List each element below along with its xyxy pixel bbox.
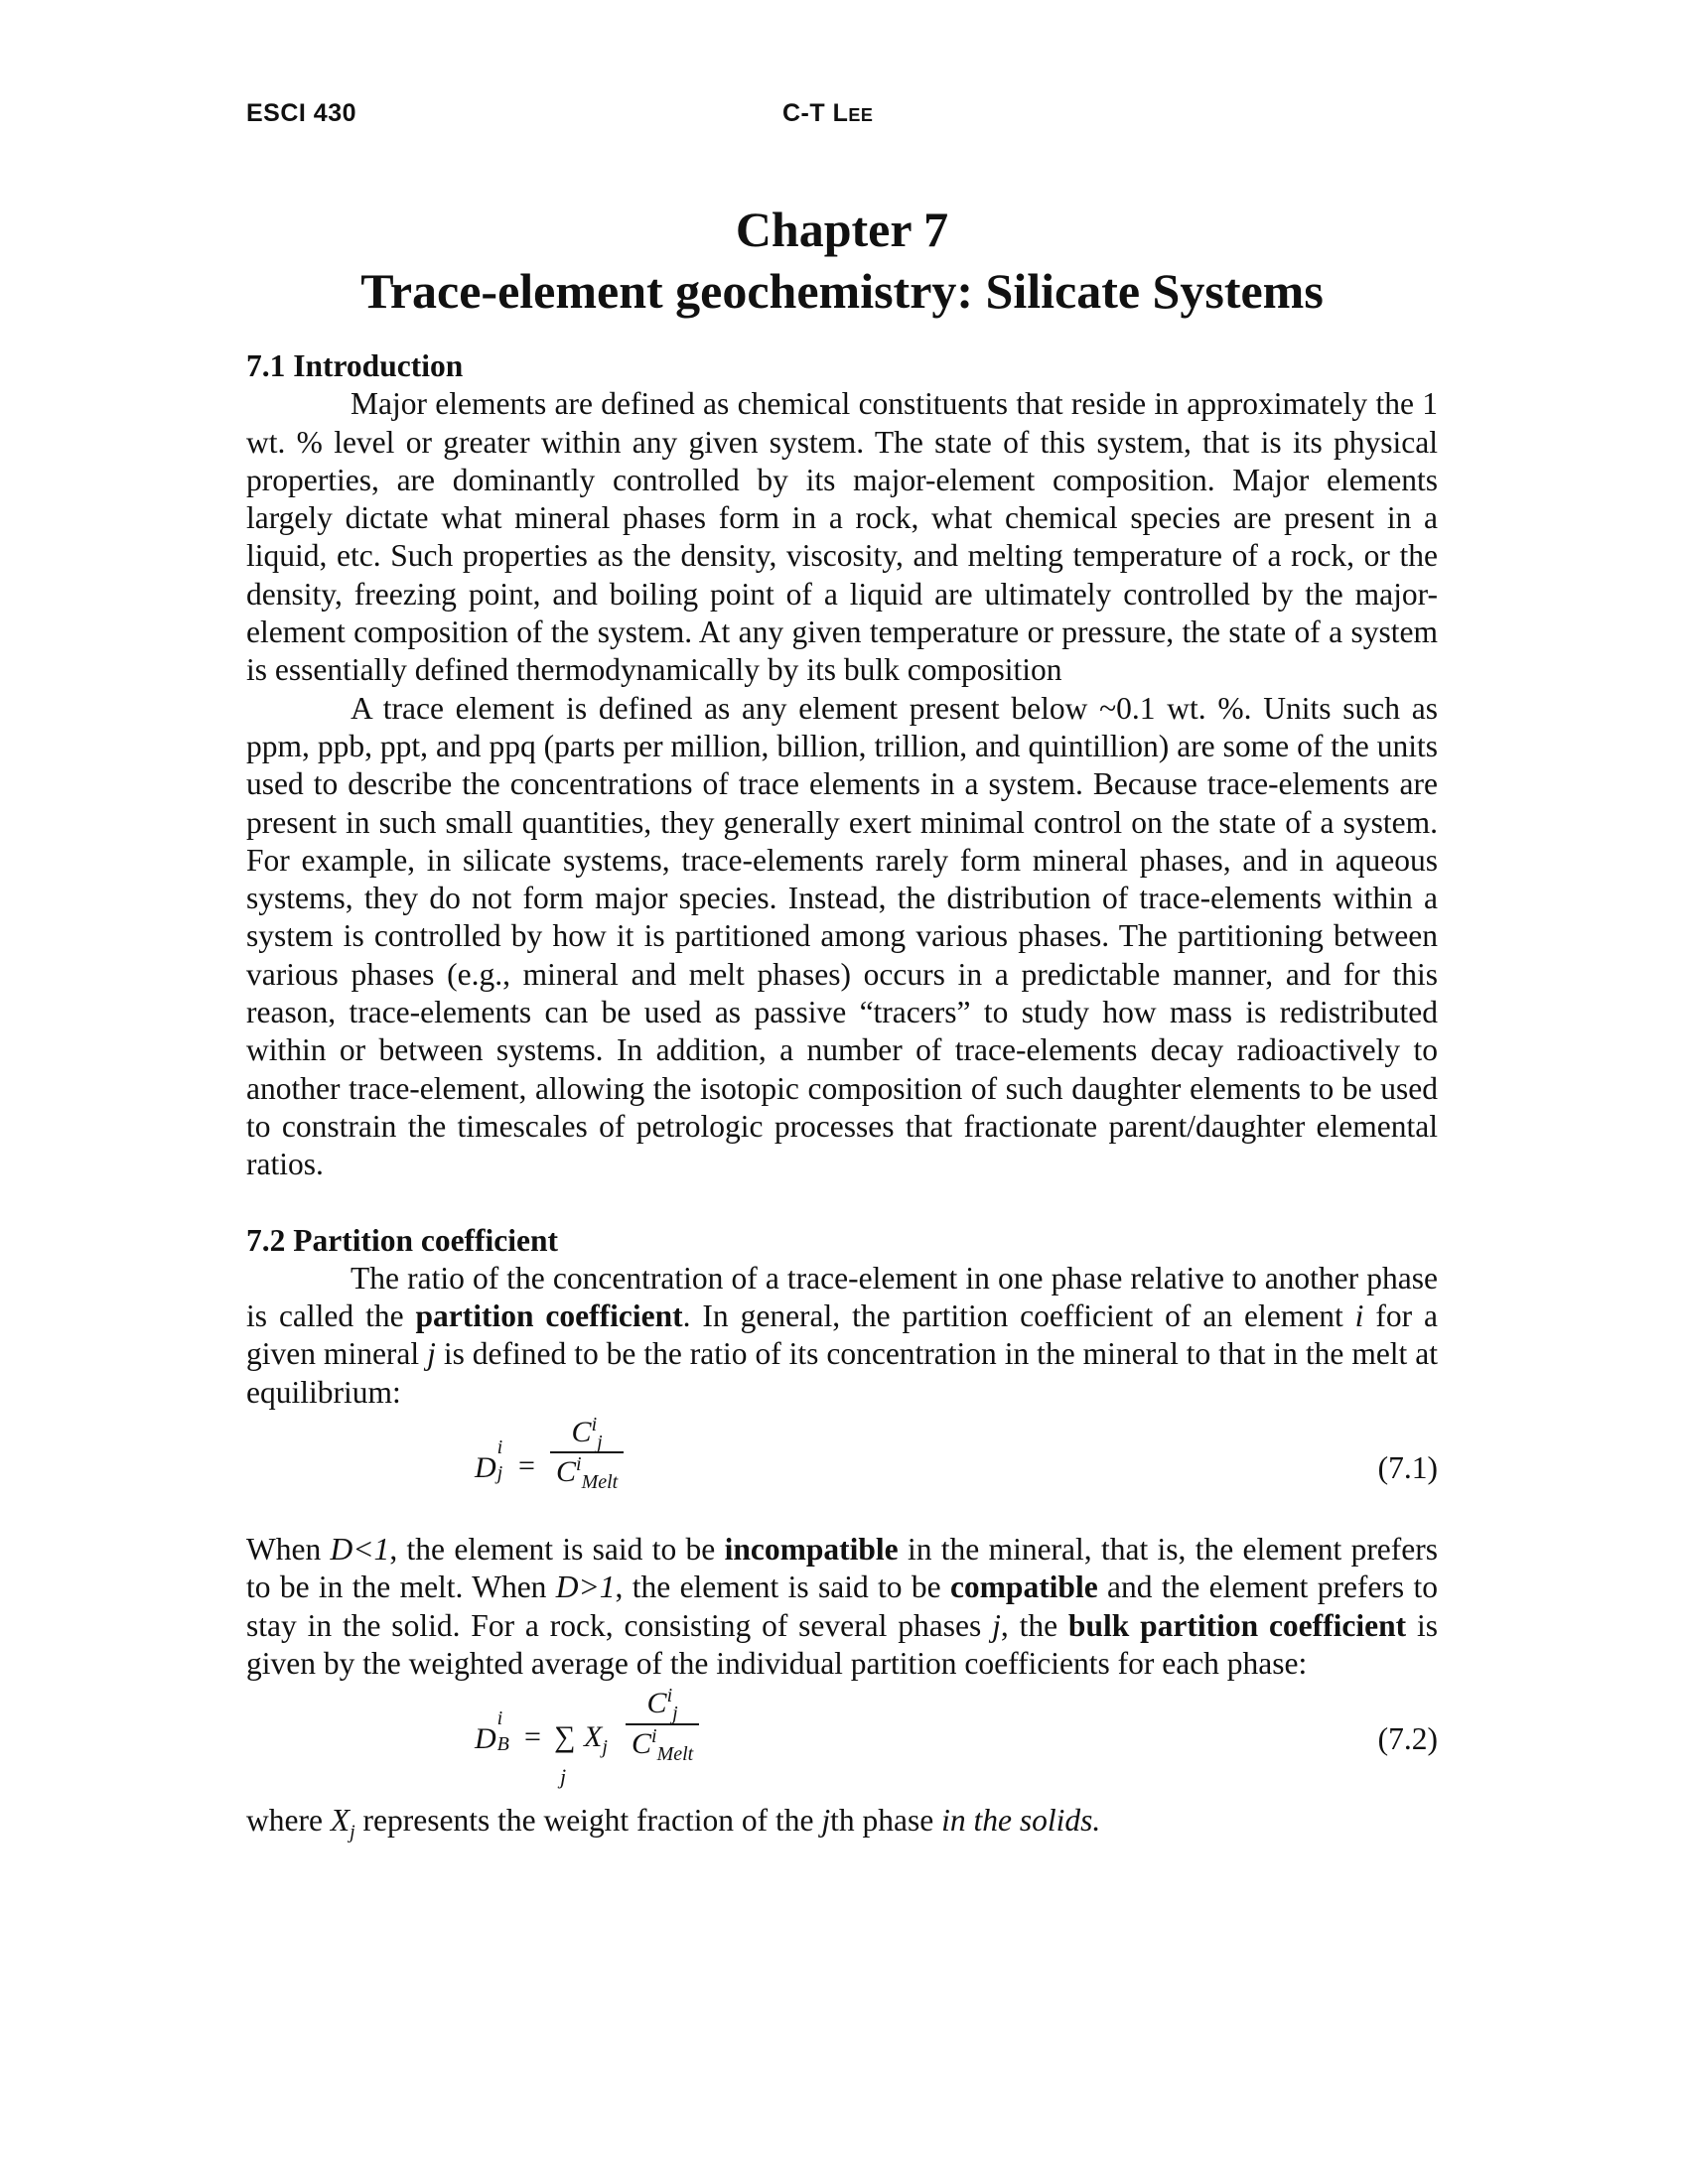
eq2-weight-fraction: $X_j$	[584, 1720, 608, 1759]
running-header	[246, 99, 1438, 139]
eq2-equals: =	[524, 1720, 541, 1754]
equation-7-2	[246, 1683, 1438, 1802]
eq2-lhs: D i B	[475, 1707, 509, 1756]
page-content	[246, 347, 1438, 1841]
eq1-fraction	[550, 1414, 624, 1492]
eq1-denominator: $C^i_{Melt}$	[556, 1453, 619, 1494]
eq1-equals: =	[518, 1449, 535, 1483]
chapter-subtitle: Trace-element geochemistry: Silicate Systems	[360, 263, 1324, 319]
intro-paragraph-1: Major elements are defined as chemical constituents that reside in approximately the 1 wt. % level or greater within any given system. The state of this system, that is its physical properties, are dominantly controlled by its major-element composition. Major elements largely dictate what mineral phases form in a rock, what chemical species are present in a liquid, etc. Such properties as the density, viscosity, and melting temperature of a rock, or the density, freezing point, and boiling point of a liquid are ultimately controlled by the major-element composition of the system. At any given temperature or pressure, the state of a system is essentially defined thermodynamically by its bulk composition	[246, 386, 1438, 688]
equation-7-2-number: (7.2)	[1377, 1721, 1438, 1757]
equation-7-1	[246, 1412, 1438, 1531]
partition-paragraph-3: where $X_j$ represents the weight fraction of the jth phase in the solids.	[246, 1803, 1101, 1843]
partition-paragraph-1: The ratio of the concentration of a trace-element in one phase relative to another phase is called the partition coefficient. In general, the partition coefficient of an element i for a given mineral j is defined to be the ratio of its concentration in the mineral to that in the melt at equilibrium:	[246, 1260, 1438, 1410]
eq2-sum-index: j	[560, 1764, 567, 1790]
section-heading-partition: 7.2 Partition coefficient	[246, 1222, 559, 1258]
equation-7-1-number: (7.1)	[1377, 1450, 1438, 1486]
intro-paragraph-2: A trace element is defined as any element present below ~0.1 wt. %. Units such as ppm, ppb, ppt, and ppq (parts per million, billion, trillion, and quintillion) are some of the units used to describe the concentrations of trace elements in a system. Because trace-elements are present in such small quantities, they generally exert minimal control on the state of a system. For example, in silicate systems, trace-elements rarely form mineral phases, and in aqueous systems, they do not form major species. Instead, the distribution of trace-elements within a system is controlled by how it is partitioned among various phases. The partitioning between various phases (e.g., mineral and melt phases) occurs in a predictable manner, and for this reason, trace-elements can be used as passive “tracers” to study how mass is redistributed within or between systems. In addition, a number of trace-elements decay radioactively to another trace-element, allowing the isotopic composition of such daughter elements to be used to constrain the timescales of petrologic processes that fractionate parent/daughter elemental ratios.	[246, 690, 1438, 1182]
eq1-numerator: $C^i_j$	[571, 1414, 603, 1454]
eq2-numerator: $C^i_j$	[646, 1685, 678, 1725]
eq2-fraction	[626, 1685, 699, 1763]
chapter-number: Chapter 7	[735, 202, 949, 257]
section-heading-introduction: 7.1 Introduction	[246, 348, 464, 383]
partition-paragraph-2: When D<1, the element is said to be incompatible in the mineral, that is, the element prefers to be in the melt. When D>1, the element is said to be compatible and the element prefers to stay in the solid. For a rock, consisting of several phases j, the bulk partition coefficient is given by the weighted average of the individual partition coefficients for each phase:	[246, 1532, 1439, 1681]
eq1-lhs: D i j	[475, 1436, 503, 1485]
eq2-sum-symbol: ∑	[554, 1720, 576, 1754]
course-code: ESCI 430	[246, 99, 357, 127]
eq2-denominator: $C^i_{Melt}$	[632, 1724, 694, 1765]
author-name: C-T Lee	[782, 99, 874, 127]
chapter-title-block	[246, 199, 1438, 322]
section-gap	[246, 1184, 1438, 1222]
